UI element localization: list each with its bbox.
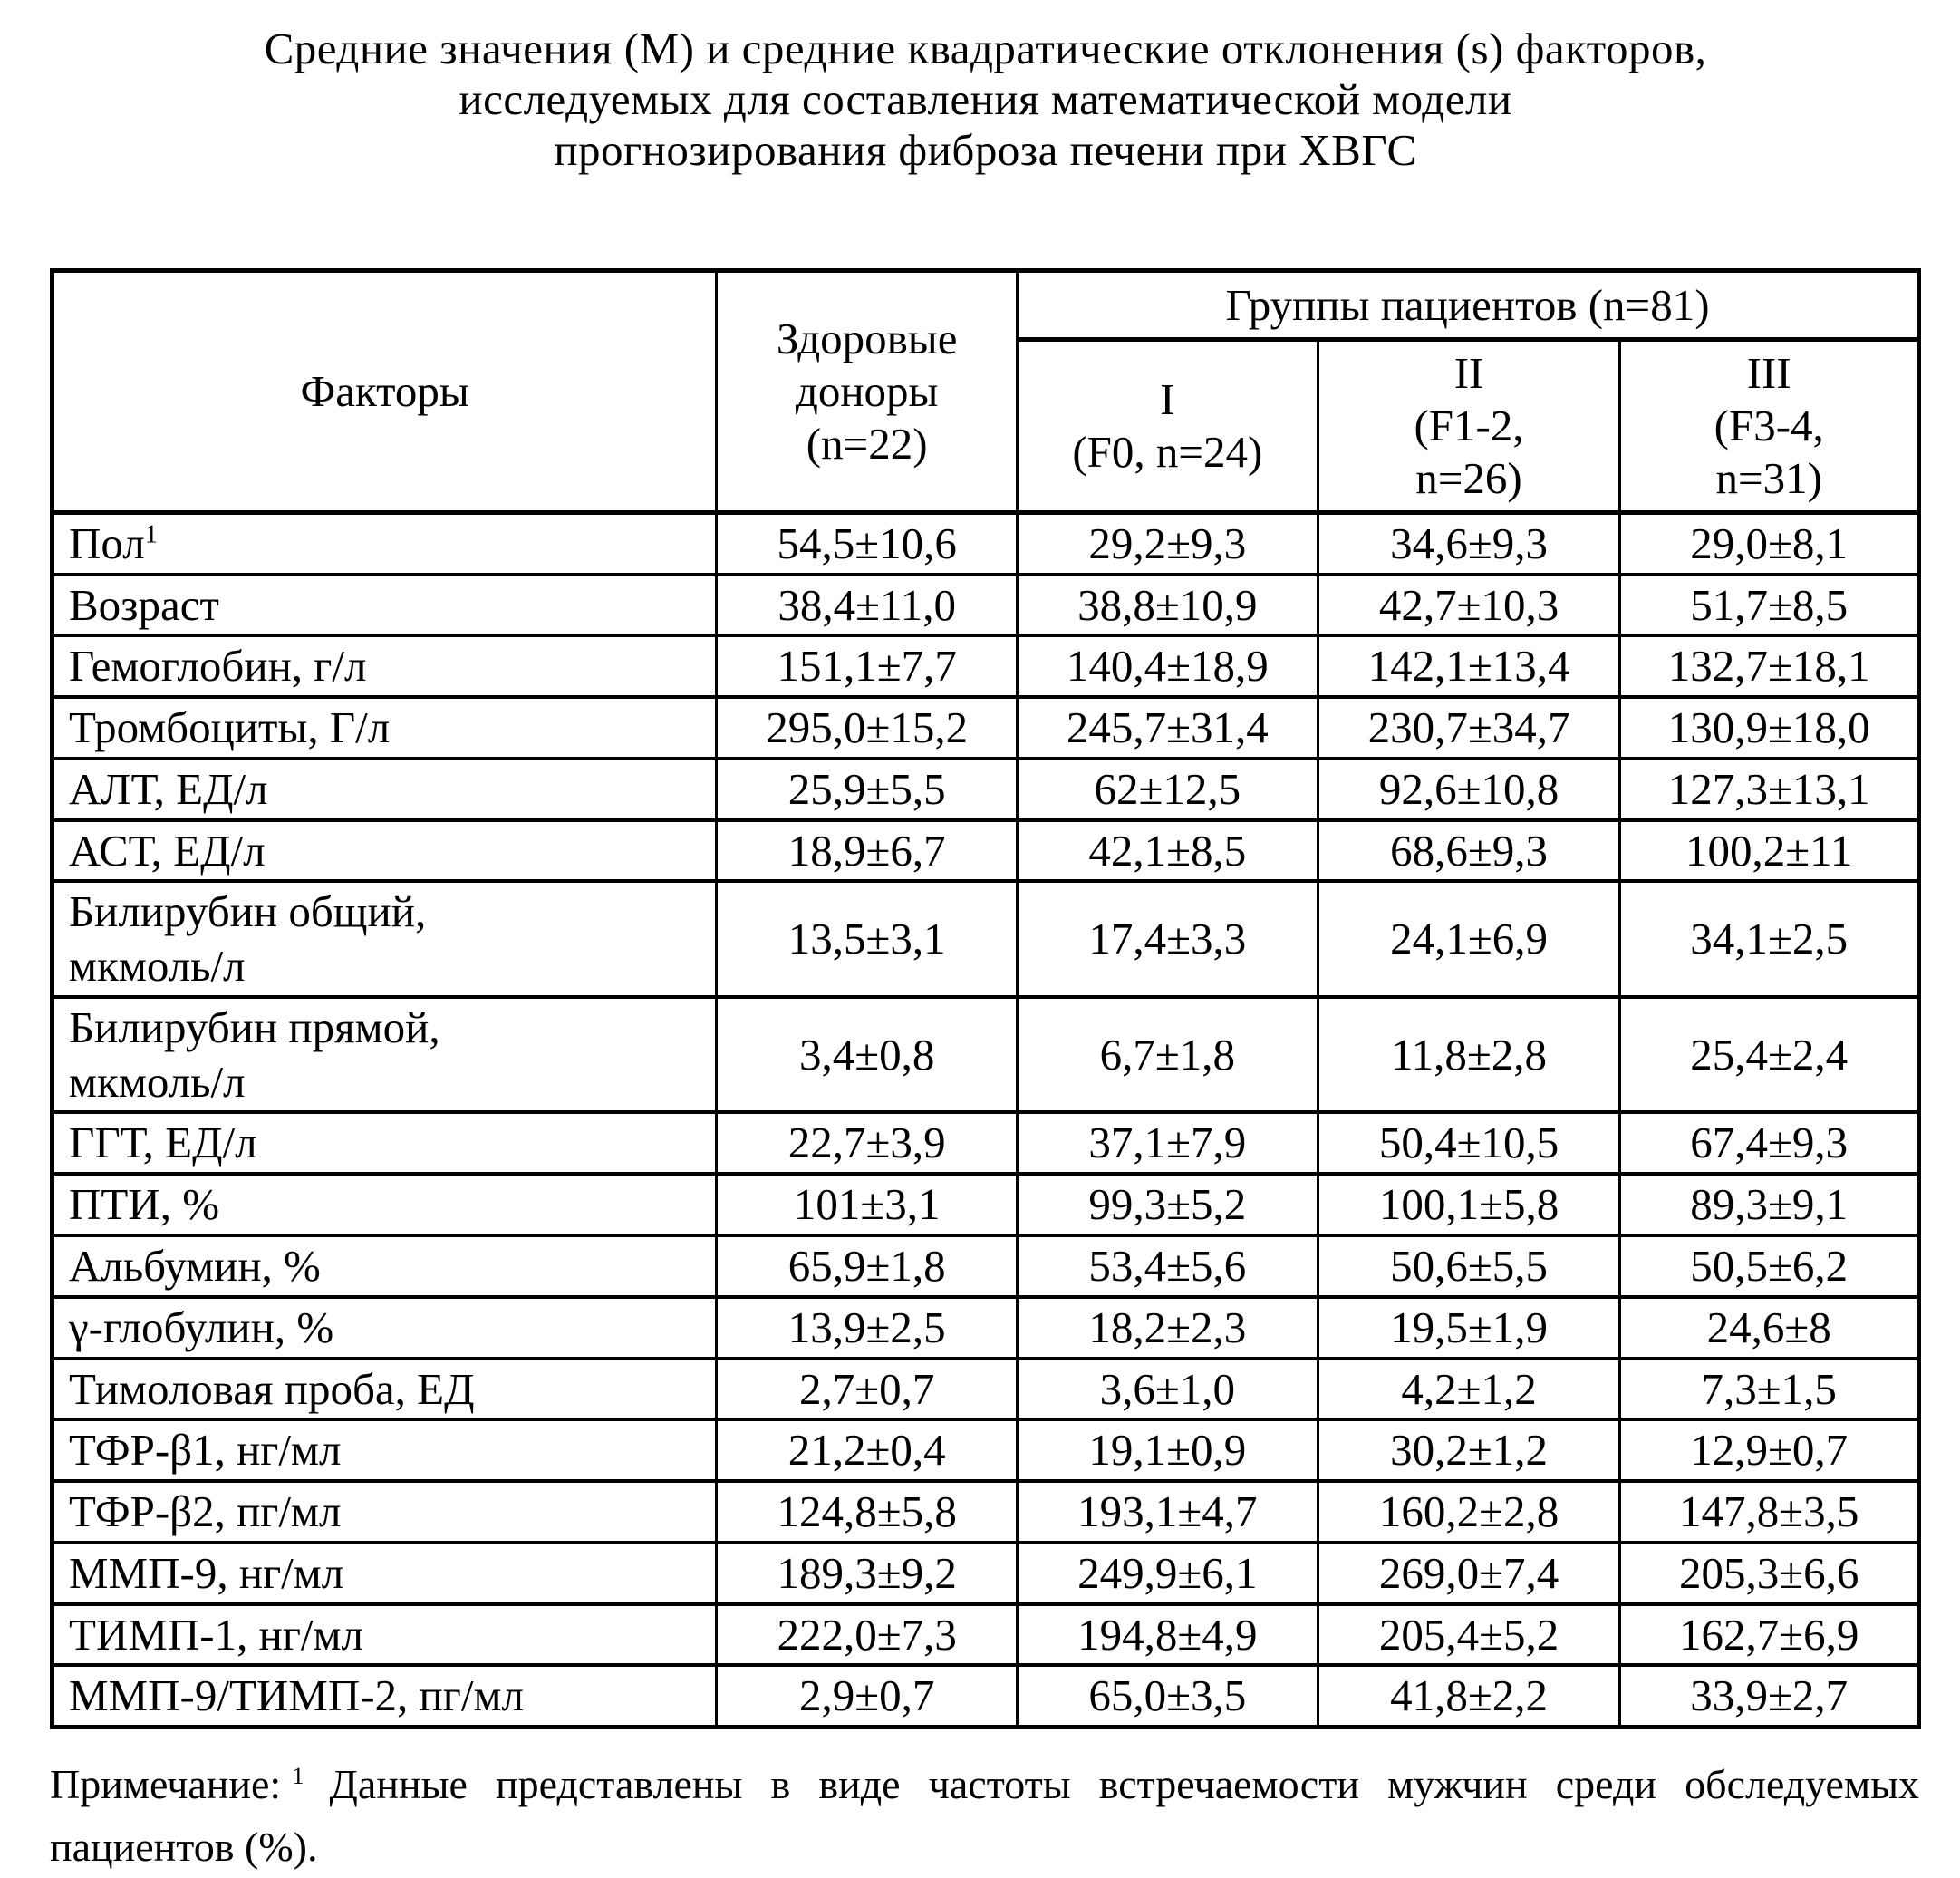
table-row [53, 1604, 1919, 1666]
value-cell: 50,5±6,2 [1620, 1235, 1919, 1297]
value-cell: 249,9±6,1 [1018, 1543, 1318, 1604]
caption-line-3: прогнозирования фиброза печени при ХВГС [554, 124, 1417, 175]
factor-cell: ТФР-β2, пг/мл [53, 1481, 717, 1543]
value-cell: 222,0±7,3 [717, 1604, 1018, 1666]
value-cell: 189,3±9,2 [717, 1543, 1018, 1604]
value-cell: 25,9±5,5 [717, 759, 1018, 820]
value-cell: 65,9±1,8 [717, 1235, 1018, 1297]
table-row [53, 1359, 1919, 1420]
value-cell: 2,9±0,7 [717, 1665, 1018, 1727]
value-cell: 62±12,5 [1018, 759, 1318, 820]
header-patient-groups: Группы пациентов (n=81) [1018, 270, 1919, 340]
value-cell: 92,6±10,8 [1318, 759, 1620, 820]
factor-cell: АЛТ, ЕД/л [53, 759, 717, 820]
value-cell: 19,1±0,9 [1018, 1419, 1318, 1481]
value-cell: 33,9±2,7 [1620, 1665, 1919, 1727]
value-cell: 147,8±3,5 [1620, 1481, 1919, 1543]
value-cell: 22,7±3,9 [717, 1112, 1018, 1174]
factor-cell: Гемоглобин, г/л [53, 635, 717, 697]
value-cell: 29,0±8,1 [1620, 512, 1919, 574]
table-row [53, 1235, 1919, 1297]
table-row [53, 1297, 1919, 1359]
factor-cell: Пол$^1$ [53, 512, 717, 574]
value-cell: 53,4±5,6 [1018, 1235, 1318, 1297]
value-cell: 7,3±1,5 [1620, 1359, 1919, 1420]
factor-cell: ПТИ, % [53, 1174, 717, 1235]
value-cell: 13,5±3,1 [717, 881, 1018, 997]
factor-cell: Тромбоциты, Г/л [53, 697, 717, 759]
value-cell: 99,3±5,2 [1018, 1174, 1318, 1235]
table-row [53, 575, 1919, 636]
table-row [53, 1543, 1919, 1604]
value-cell: 67,4±9,3 [1620, 1112, 1919, 1174]
value-cell: 50,4±10,5 [1318, 1112, 1620, 1174]
value-cell: 12,9±0,7 [1620, 1419, 1919, 1481]
value-cell: 54,5±10,6 [717, 512, 1018, 574]
value-cell: 25,4±2,4 [1620, 997, 1919, 1113]
factor-cell: ММП-9, нг/мл [53, 1543, 717, 1604]
header-row-1 [53, 270, 1919, 340]
table-row [53, 635, 1919, 697]
table-caption [86, 24, 1885, 176]
table-row [53, 1419, 1919, 1481]
value-cell: 50,6±5,5 [1318, 1235, 1620, 1297]
value-cell: 230,7±34,7 [1318, 697, 1620, 759]
header-factors: Факторы [53, 270, 717, 512]
table-body [53, 512, 1919, 1727]
data-table [50, 268, 1921, 1730]
header-healthy-donors: Здоровые доноры (n=22) [717, 270, 1018, 512]
table-row [53, 997, 1919, 1113]
value-cell: 127,3±13,1 [1620, 759, 1919, 820]
footnote-superscript: 1 [292, 1761, 304, 1789]
value-cell: 6,7±1,8 [1018, 997, 1318, 1113]
value-cell: 193,1±4,7 [1018, 1481, 1318, 1543]
value-cell: 29,2±9,3 [1018, 512, 1318, 574]
value-cell: 38,4±11,0 [717, 575, 1018, 636]
value-cell: 100,1±5,8 [1318, 1174, 1620, 1235]
factor-cell: АСТ, ЕД/л [53, 820, 717, 882]
value-cell: 205,3±6,6 [1620, 1543, 1919, 1604]
header-group-2: II (F1-2, n=26) [1318, 340, 1620, 512]
value-cell: 2,7±0,7 [717, 1359, 1018, 1420]
footnote-line-2: пациентов (%). [50, 1824, 318, 1871]
header-group-3: III (F3-4, n=31) [1620, 340, 1919, 512]
value-cell: 142,1±13,4 [1318, 635, 1620, 697]
table-row [53, 697, 1919, 759]
value-cell: 24,1±6,9 [1318, 881, 1620, 997]
value-cell: 21,2±0,4 [717, 1419, 1018, 1481]
table-row [53, 1174, 1919, 1235]
footnote-line-1 [50, 1753, 1919, 1815]
value-cell: 65,0±3,5 [1018, 1665, 1318, 1727]
table-row [53, 1481, 1919, 1543]
value-cell: 100,2±11 [1620, 820, 1919, 882]
value-cell: 18,9±6,7 [717, 820, 1018, 882]
caption-line-1: Средние значения (М) и средние квадратические отклонения (s) факторов, [264, 24, 1707, 73]
value-cell: 51,7±8,5 [1620, 575, 1919, 636]
footnote-label: Примечание: [50, 1761, 282, 1808]
value-cell: 19,5±1,9 [1318, 1297, 1620, 1359]
value-cell: 41,8±2,2 [1318, 1665, 1620, 1727]
value-cell: 101±3,1 [717, 1174, 1018, 1235]
factor-cell: γ-глобулин, % [53, 1297, 717, 1359]
factor-cell: Альбумин, % [53, 1235, 717, 1297]
value-cell: 160,2±2,8 [1318, 1481, 1620, 1543]
value-cell: 68,6±9,3 [1318, 820, 1620, 882]
value-cell: 140,4±18,9 [1018, 635, 1318, 697]
factor-cell: ММП-9/ТИМП-2, пг/мл [53, 1665, 717, 1727]
value-cell: 34,1±2,5 [1620, 881, 1919, 997]
footnote-text: Данные представлены в виде частоты встречаемости мужчин среди обследуемых [329, 1761, 1919, 1808]
footnote [50, 1753, 1919, 1878]
factor-cell: ГГТ, ЕД/л [53, 1112, 717, 1174]
value-cell: 30,2±1,2 [1318, 1419, 1620, 1481]
factor-superscript: 1 [144, 520, 158, 549]
table-header [53, 270, 1919, 512]
value-cell: 245,7±31,4 [1018, 697, 1318, 759]
value-cell: 132,7±18,1 [1620, 635, 1919, 697]
factor-cell: Возраст [53, 575, 717, 636]
value-cell: 42,1±8,5 [1018, 820, 1318, 882]
value-cell: 38,8±10,9 [1018, 575, 1318, 636]
value-cell: 4,2±1,2 [1318, 1359, 1620, 1420]
table-row [53, 1665, 1919, 1727]
value-cell: 89,3±9,1 [1620, 1174, 1919, 1235]
value-cell: 11,8±2,8 [1318, 997, 1620, 1113]
factor-cell: ТИМП-1, нг/мл [53, 1604, 717, 1666]
table-row [53, 881, 1919, 997]
value-cell: 295,0±15,2 [717, 697, 1018, 759]
value-cell: 124,8±5,8 [717, 1481, 1018, 1543]
header-group-1: I (F0, n=24) [1018, 340, 1318, 512]
factor-cell: ТФР-β1, нг/мл [53, 1419, 717, 1481]
value-cell: 18,2±2,3 [1018, 1297, 1318, 1359]
value-cell: 3,6±1,0 [1018, 1359, 1318, 1420]
value-cell: 269,0±7,4 [1318, 1543, 1620, 1604]
value-cell: 24,6±8 [1620, 1297, 1919, 1359]
value-cell: 17,4±3,3 [1018, 881, 1318, 997]
value-cell: 37,1±7,9 [1018, 1112, 1318, 1174]
factor-cell: Билирубин общий, мкмоль/л [53, 881, 717, 997]
value-cell: 162,7±6,9 [1620, 1604, 1919, 1666]
caption-line-2: исследуемых для составления математической модели [459, 73, 1512, 124]
value-cell: 13,9±2,5 [717, 1297, 1018, 1359]
table-row [53, 1112, 1919, 1174]
factor-cell: Билирубин прямой, мкмоль/л [53, 997, 717, 1113]
value-cell: 130,9±18,0 [1620, 697, 1919, 759]
value-cell: 205,4±5,2 [1318, 1604, 1620, 1666]
factor-cell: Тимоловая проба, ЕД [53, 1359, 717, 1420]
value-cell: 42,7±10,3 [1318, 575, 1620, 636]
value-cell: 151,1±7,7 [717, 635, 1018, 697]
table-row [53, 820, 1919, 882]
table-row [53, 759, 1919, 820]
table-row [53, 512, 1919, 574]
value-cell: 3,4±0,8 [717, 997, 1018, 1113]
value-cell: 194,8±4,9 [1018, 1604, 1318, 1666]
value-cell: 34,6±9,3 [1318, 512, 1620, 574]
